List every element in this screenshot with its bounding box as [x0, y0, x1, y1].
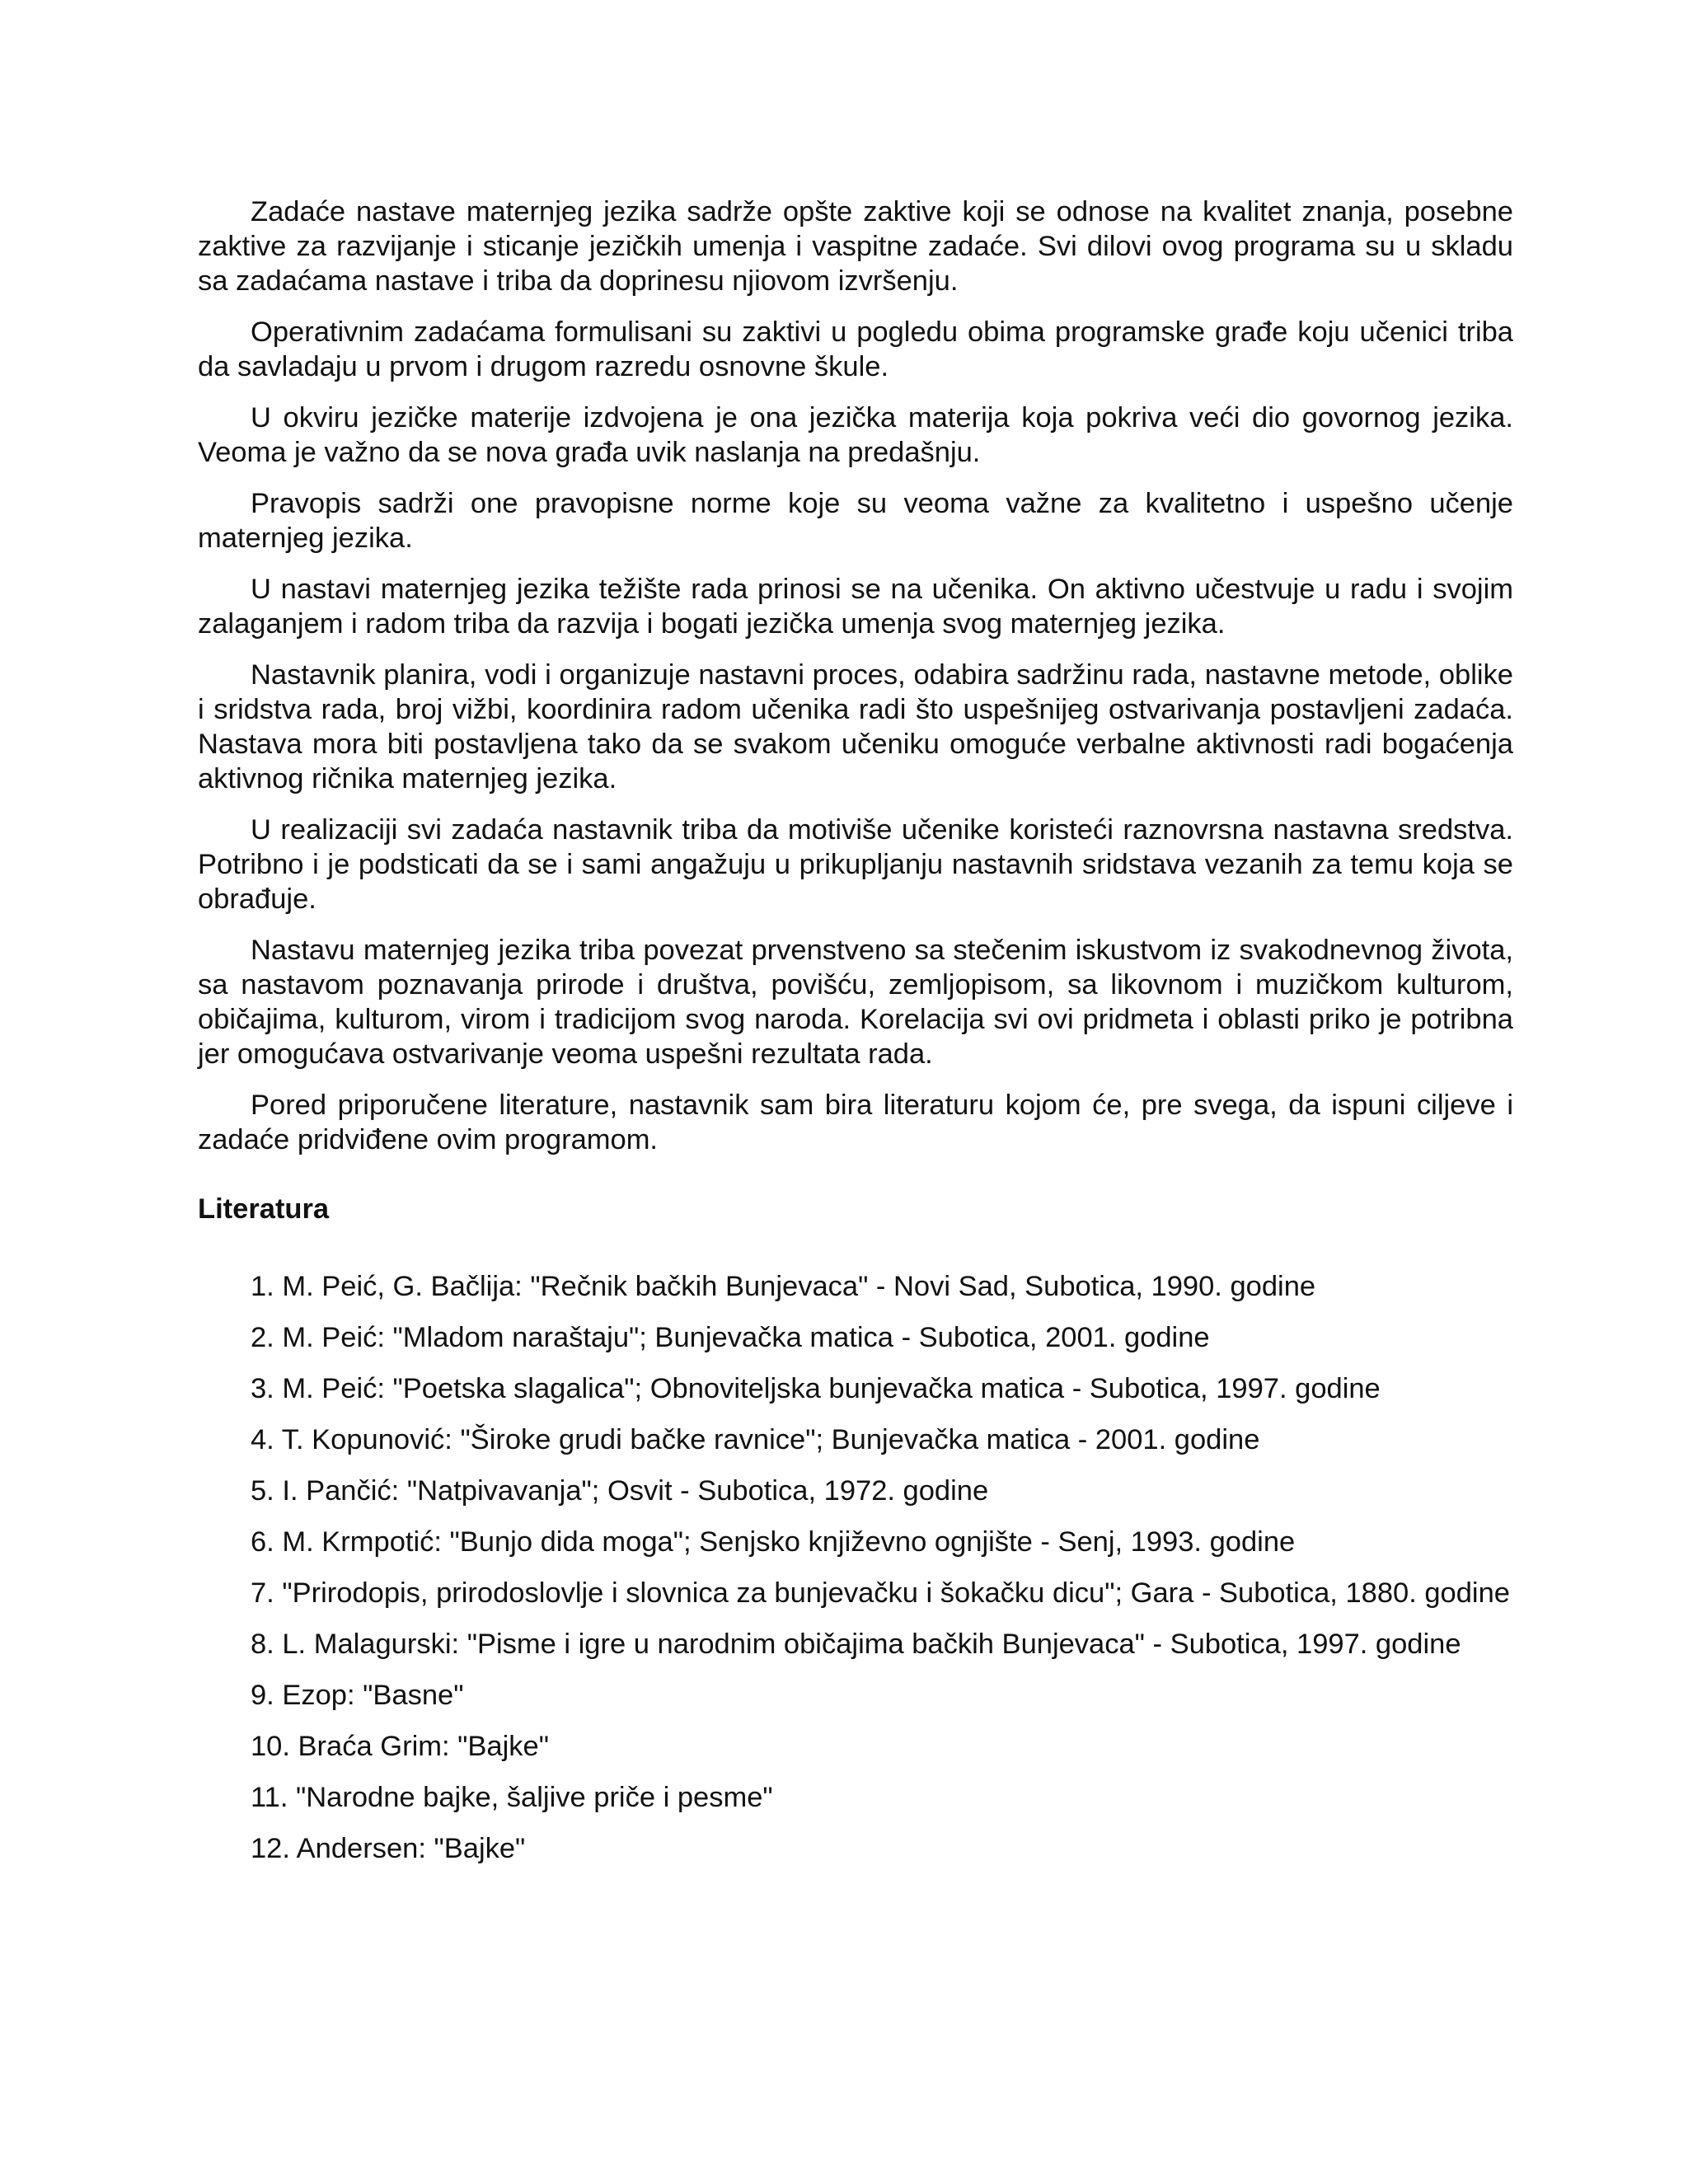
body-paragraph: U okviru jezičke materije izdvojena je ona jezička materija koja pokriva veći dio govornog jezika. Veoma je važno da se nova građa uvik naslanja na predašnju.	[198, 402, 1513, 468]
literature-item: 7. "Prirodopis, prirodoslovlje i slovnica za bunjevačku i šokačku dicu"; Gara - Subotica, 1880. godine	[251, 1577, 1510, 1609]
literature-list	[198, 1269, 1513, 1866]
literature-item: 5. I. Pančić: "Natpivavanja"; Osvit - Subotica, 1972. godine	[251, 1475, 989, 1507]
literature-item: 9. Ezop: "Basne"	[251, 1680, 464, 1711]
document-page	[198, 194, 1513, 1882]
literature-heading: Literatura	[198, 1193, 330, 1225]
body-paragraph: Pravopis sadrži one pravopisne norme koje su veoma važne za kvalitetno i uspešno učenje maternjeg jezika.	[198, 488, 1513, 554]
literature-item: 2. M. Peić: "Mladom naraštaju"; Bunjevačka matica - Subotica, 2001. godine	[251, 1322, 1210, 1353]
body-paragraph: Nastavu maternjeg jezika triba povezat prvenstveno sa stečenim iskustvom iz svakodnevnog života, sa nastavom poznavanja prirode i društva, povišću, zemljopisom, sa likovnom i muzičkom kulturom, običajima, kulturom, virom i tradicijom svog naroda. Korelacija svi ovi pridmeta i oblasti priko je potribna jer omogućava ostvarivanje veoma uspešni rezultata rada.	[198, 935, 1513, 1070]
body-paragraph: U nastavi maternjeg jezika težište rada prinosi se na učenika. On aktivno učestvuje u radu i svojim zalaganjem i radom triba da razvija i bogati jezička umenja svog maternjeg jezika.	[198, 574, 1513, 640]
literature-item: 12. Andersen: "Bajke"	[251, 1833, 526, 1864]
body-paragraph: Operativnim zadaćama formulisani su zaktivi u pogledu obima programske građe koju učenici triba da savladaju u prvom i drugom razredu osnovne škule.	[198, 316, 1513, 382]
body-paragraph: Nastavnik planira, vodi i organizuje nastavni proces, odabira sadržinu rada, nastavne metode, oblike i sridstva rada, broj vižbi, koordinira radom učenika radi što uspešnijeg ostvarivanja postavljeni zadaća. Nastava mora biti postavljena tako da se svakom učeniku omoguće verbalne aktivnosti radi bogaćenja aktivnog ričnika maternjeg jezika.	[198, 659, 1513, 794]
literature-item: 4. T. Kopunović: "Široke grudi bačke ravnice"; Bunjevačka matica - 2001. godine	[251, 1424, 1260, 1455]
literature-item: 3. M. Peić: "Poetska slagalica"; Obnoviteljska bunjevačka matica - Subotica, 1997. godine	[251, 1373, 1381, 1404]
literature-item: 6. M. Krmpotić: "Bunjo dida moga"; Senjsko književno ognjište - Senj, 1993. godine	[251, 1526, 1296, 1558]
literature-item: 10. Braća Grim: "Bajke"	[251, 1731, 549, 1762]
body-paragraph: Pored priporučene literature, nastavnik sam bira literaturu kojom će, pre svega, da ispuni ciljeve i zadaće pridviđene ovim programom.	[198, 1090, 1513, 1155]
literature-item: 8. L. Malagurski: "Pisme i igre u narodnim običajima bačkih Bunjevaca" - Subotica, 1997. godine	[251, 1629, 1461, 1660]
body-paragraph: Zadaće nastave maternjeg jezika sadrže opšte zaktive koji se odnose na kvalitet znanja, posebne zaktive za razvijanje i sticanje jezičkih umenja i vaspitne zadaće. Svi dilovi ovog programa su u skladu sa zadaćama nastave i triba da doprinesu njiovom izvršenju.	[198, 196, 1513, 297]
literature-item: 11. "Narodne bajke, šaljive priče i pesme"	[251, 1782, 773, 1813]
body-paragraph: U realizaciji svi zadaća nastavnik triba da motiviše učenike koristeći raznovrsna nastavna sredstva. Potribno i je podsticati da se i sami angažuju u prikupljanju nastavnih sridstava vezanih za temu koja se obrađuje.	[198, 814, 1513, 915]
literature-item: 1. M. Peić, G. Bačlija: "Rečnik bačkih Bunjevaca" - Novi Sad, Subotica, 1990. godine	[251, 1271, 1316, 1302]
